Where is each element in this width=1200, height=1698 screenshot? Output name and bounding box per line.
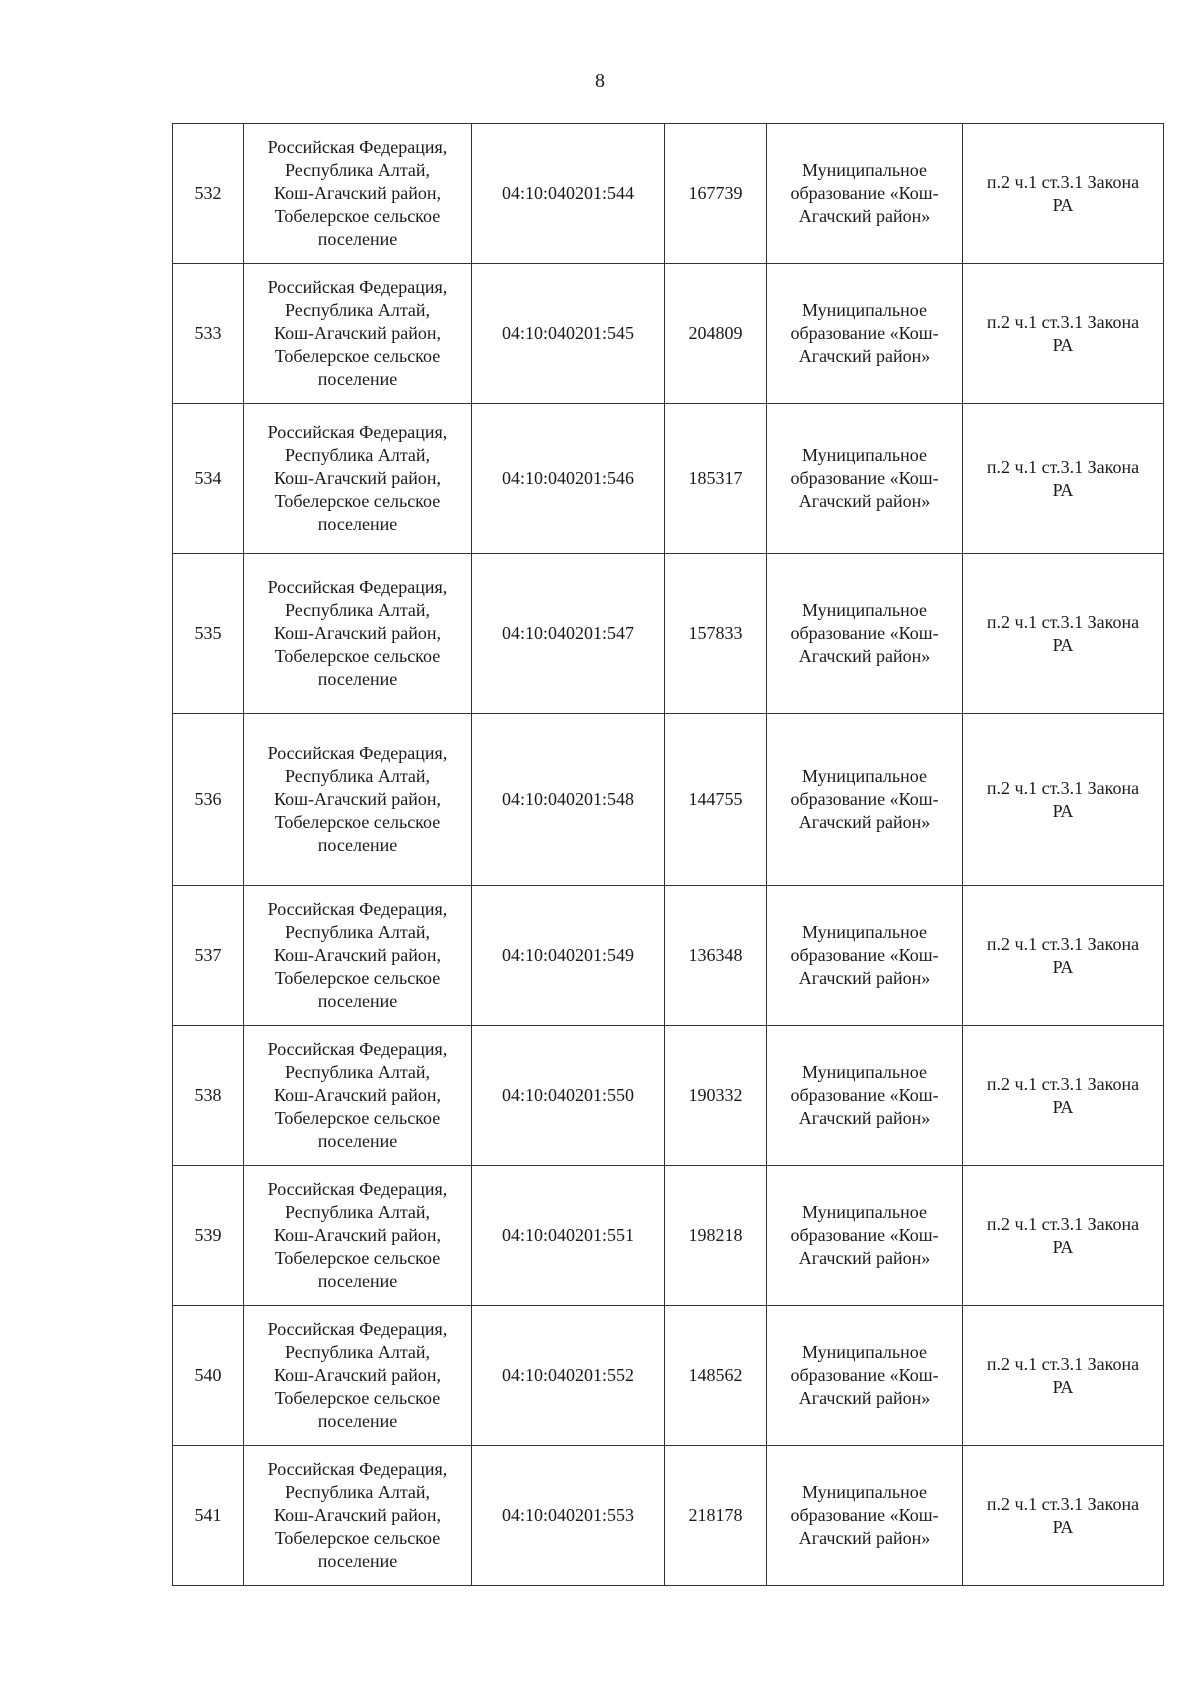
- row-number-cell: 538: [173, 1026, 244, 1166]
- address-cell-line: Российская Федерация,: [267, 422, 448, 442]
- legal-basis-cell-line: РА: [1052, 956, 1074, 977]
- owner-cell-line: образование «Кош-: [790, 945, 939, 965]
- address-cell-line: поселение: [317, 835, 398, 855]
- address-cell-line: Республика Алтай,: [284, 1062, 431, 1082]
- address-cell-line: поселение: [317, 991, 398, 1011]
- row-number-cell: 532: [173, 124, 244, 264]
- address-cell-line: поселение: [317, 1131, 398, 1151]
- address-cell-line: Республика Алтай,: [284, 766, 431, 786]
- address-cell-line: Республика Алтай,: [284, 1202, 431, 1222]
- owner-cell: [767, 1026, 963, 1166]
- owner-cell-line: Агачский район»: [798, 206, 931, 226]
- row-number-cell: 533: [173, 264, 244, 404]
- owner-cell-line: образование «Кош-: [790, 789, 939, 809]
- legal-basis-cell-line: п.2 ч.1 ст.3.1 Закона: [986, 777, 1140, 798]
- legal-basis-cell-line: п.2 ч.1 ст.3.1 Закона: [986, 1353, 1140, 1374]
- address-cell-line: Российская Федерация,: [267, 1039, 448, 1059]
- cadastral-number-cell: 04:10:040201:548: [472, 714, 665, 886]
- legal-basis-cell-line: РА: [1052, 1376, 1074, 1397]
- owner-cell-line: Муниципальное: [802, 1482, 927, 1502]
- address-cell-line: Республика Алтай,: [284, 160, 431, 180]
- area-cell: 167739: [665, 124, 767, 264]
- table-row: [173, 1306, 1164, 1446]
- table-row: [173, 124, 1164, 264]
- row-number-cell: 537: [173, 886, 244, 1026]
- address-cell-line: Российская Федерация,: [267, 577, 448, 597]
- owner-cell-line: образование «Кош-: [790, 623, 939, 643]
- owner-cell-line: Муниципальное: [802, 922, 927, 942]
- address-cell-line: Российская Федерация,: [267, 1459, 448, 1479]
- legal-basis-cell-line: РА: [1052, 800, 1074, 821]
- address-cell-line: Российская Федерация,: [267, 899, 448, 919]
- address-cell-line: Кош-Агачский район,: [274, 623, 441, 643]
- row-number-cell: 539: [173, 1166, 244, 1306]
- owner-cell-line: образование «Кош-: [790, 1085, 939, 1105]
- area-cell: 136348: [665, 886, 767, 1026]
- owner-cell-line: Муниципальное: [802, 160, 927, 180]
- address-cell-line: Тобелерское сельское: [274, 1108, 441, 1128]
- address-cell: [244, 1026, 472, 1166]
- address-cell-line: поселение: [317, 514, 398, 534]
- address-cell-line: поселение: [317, 1271, 398, 1291]
- legal-basis-cell-line: РА: [1052, 479, 1074, 500]
- owner-cell-line: образование «Кош-: [790, 1505, 939, 1525]
- owner-cell: [767, 404, 963, 554]
- owner-cell: [767, 554, 963, 714]
- table-row: [173, 714, 1164, 886]
- row-number-cell: 540: [173, 1306, 244, 1446]
- address-cell-line: Российская Федерация,: [267, 137, 448, 157]
- cadastral-number-cell: 04:10:040201:550: [472, 1026, 665, 1166]
- address-cell-line: Кош-Агачский район,: [274, 945, 441, 965]
- address-cell-line: Тобелерское сельское: [274, 491, 441, 511]
- owner-cell-line: Агачский район»: [798, 346, 931, 366]
- cadastral-number-cell: 04:10:040201:545: [472, 264, 665, 404]
- legal-basis-cell-line: п.2 ч.1 ст.3.1 Закона: [986, 311, 1140, 332]
- owner-cell-line: образование «Кош-: [790, 323, 939, 343]
- owner-cell: [767, 1166, 963, 1306]
- legal-basis-cell-line: п.2 ч.1 ст.3.1 Закона: [986, 456, 1140, 477]
- address-cell-line: Тобелерское сельское: [274, 968, 441, 988]
- owner-cell-line: Муниципальное: [802, 445, 927, 465]
- owner-cell-line: Муниципальное: [802, 600, 927, 620]
- cadastral-number-cell: 04:10:040201:547: [472, 554, 665, 714]
- legal-basis-cell: [963, 714, 1164, 886]
- legal-basis-cell: [963, 124, 1164, 264]
- owner-cell-line: Агачский район»: [798, 1248, 931, 1268]
- address-cell-line: Республика Алтай,: [284, 922, 431, 942]
- land-plot-table-body: [173, 124, 1164, 1586]
- owner-cell: [767, 714, 963, 886]
- owner-cell-line: Муниципальное: [802, 1202, 927, 1222]
- row-number-cell: 541: [173, 1446, 244, 1586]
- land-plot-table: [172, 123, 1164, 1586]
- legal-basis-cell: [963, 1446, 1164, 1586]
- address-cell: [244, 1306, 472, 1446]
- legal-basis-cell-line: п.2 ч.1 ст.3.1 Закона: [986, 171, 1140, 192]
- legal-basis-cell: [963, 1166, 1164, 1306]
- legal-basis-cell: [963, 1306, 1164, 1446]
- owner-cell-line: образование «Кош-: [790, 1225, 939, 1245]
- address-cell-line: Тобелерское сельское: [274, 812, 441, 832]
- address-cell-line: Кош-Агачский район,: [274, 323, 441, 343]
- owner-cell-line: образование «Кош-: [790, 468, 939, 488]
- owner-cell-line: Агачский район»: [798, 968, 931, 988]
- legal-basis-cell-line: РА: [1052, 1516, 1074, 1537]
- address-cell-line: Тобелерское сельское: [274, 646, 441, 666]
- address-cell-line: Кош-Агачский район,: [274, 789, 441, 809]
- address-cell-line: Кош-Агачский район,: [274, 1085, 441, 1105]
- address-cell-line: Тобелерское сельское: [274, 206, 441, 226]
- address-cell-line: Российская Федерация,: [267, 277, 448, 297]
- cadastral-number-cell: 04:10:040201:552: [472, 1306, 665, 1446]
- address-cell-line: поселение: [317, 369, 398, 389]
- address-cell-line: Тобелерское сельское: [274, 1528, 441, 1548]
- legal-basis-cell-line: п.2 ч.1 ст.3.1 Закона: [986, 1493, 1140, 1514]
- address-cell-line: поселение: [317, 229, 398, 249]
- row-number-cell: 536: [173, 714, 244, 886]
- legal-basis-cell-line: РА: [1052, 334, 1074, 355]
- address-cell-line: Республика Алтай,: [284, 600, 431, 620]
- row-number-cell: 534: [173, 404, 244, 554]
- address-cell-line: Кош-Агачский район,: [274, 1225, 441, 1245]
- address-cell-line: поселение: [317, 1551, 398, 1571]
- owner-cell-line: образование «Кош-: [790, 183, 939, 203]
- address-cell-line: Республика Алтай,: [284, 445, 431, 465]
- owner-cell-line: Агачский район»: [798, 491, 931, 511]
- address-cell: [244, 886, 472, 1026]
- area-cell: 190332: [665, 1026, 767, 1166]
- area-cell: 204809: [665, 264, 767, 404]
- area-cell: 198218: [665, 1166, 767, 1306]
- table-row: [173, 404, 1164, 554]
- legal-basis-cell-line: РА: [1052, 1096, 1074, 1117]
- owner-cell-line: образование «Кош-: [790, 1365, 939, 1385]
- legal-basis-cell-line: РА: [1052, 194, 1074, 215]
- address-cell: [244, 124, 472, 264]
- owner-cell: [767, 1306, 963, 1446]
- owner-cell-line: Агачский район»: [798, 1108, 931, 1128]
- address-cell: [244, 554, 472, 714]
- address-cell-line: Кош-Агачский район,: [274, 1365, 441, 1385]
- cadastral-number-cell: 04:10:040201:549: [472, 886, 665, 1026]
- owner-cell: [767, 124, 963, 264]
- area-cell: 148562: [665, 1306, 767, 1446]
- address-cell: [244, 1446, 472, 1586]
- cadastral-number-cell: 04:10:040201:546: [472, 404, 665, 554]
- address-cell: [244, 264, 472, 404]
- owner-cell-line: Муниципальное: [802, 766, 927, 786]
- address-cell: [244, 714, 472, 886]
- address-cell-line: Кош-Агачский район,: [274, 183, 441, 203]
- table-row: [173, 886, 1164, 1026]
- cadastral-number-cell: 04:10:040201:553: [472, 1446, 665, 1586]
- address-cell-line: поселение: [317, 1411, 398, 1431]
- cadastral-number-cell: 04:10:040201:544: [472, 124, 665, 264]
- legal-basis-cell: [963, 554, 1164, 714]
- table-row: [173, 264, 1164, 404]
- legal-basis-cell: [963, 1026, 1164, 1166]
- address-cell-line: Тобелерское сельское: [274, 1388, 441, 1408]
- address-cell-line: Кош-Агачский район,: [274, 468, 441, 488]
- area-cell: 185317: [665, 404, 767, 554]
- table-row: [173, 1026, 1164, 1166]
- address-cell-line: Российская Федерация,: [267, 743, 448, 763]
- owner-cell: [767, 264, 963, 404]
- address-cell-line: Республика Алтай,: [284, 1342, 431, 1362]
- row-number-cell: 535: [173, 554, 244, 714]
- legal-basis-cell-line: п.2 ч.1 ст.3.1 Закона: [986, 611, 1140, 632]
- legal-basis-cell-line: п.2 ч.1 ст.3.1 Закона: [986, 1073, 1140, 1094]
- legal-basis-cell: [963, 886, 1164, 1026]
- owner-cell: [767, 886, 963, 1026]
- address-cell: [244, 404, 472, 554]
- legal-basis-cell: [963, 404, 1164, 554]
- address-cell-line: поселение: [317, 669, 398, 689]
- owner-cell-line: Агачский район»: [798, 1388, 931, 1408]
- address-cell: [244, 1166, 472, 1306]
- table-row: [173, 1446, 1164, 1586]
- address-cell-line: Российская Федерация,: [267, 1179, 448, 1199]
- owner-cell-line: Муниципальное: [802, 1062, 927, 1082]
- legal-basis-cell-line: РА: [1052, 634, 1074, 655]
- area-cell: 218178: [665, 1446, 767, 1586]
- address-cell-line: Республика Алтай,: [284, 1482, 431, 1502]
- cadastral-number-cell: 04:10:040201:551: [472, 1166, 665, 1306]
- owner-cell-line: Агачский район»: [798, 1528, 931, 1548]
- legal-basis-cell-line: п.2 ч.1 ст.3.1 Закона: [986, 933, 1140, 954]
- area-cell: 144755: [665, 714, 767, 886]
- address-cell-line: Тобелерское сельское: [274, 1248, 441, 1268]
- owner-cell-line: Муниципальное: [802, 1342, 927, 1362]
- owner-cell-line: Агачский район»: [798, 646, 931, 666]
- owner-cell-line: Агачский район»: [798, 812, 931, 832]
- table-row: [173, 1166, 1164, 1306]
- address-cell-line: Республика Алтай,: [284, 300, 431, 320]
- address-cell-line: Тобелерское сельское: [274, 346, 441, 366]
- owner-cell-line: Муниципальное: [802, 300, 927, 320]
- address-cell-line: Российская Федерация,: [267, 1319, 448, 1339]
- legal-basis-cell-line: РА: [1052, 1236, 1074, 1257]
- table-row: [173, 554, 1164, 714]
- owner-cell: [767, 1446, 963, 1586]
- area-cell: 157833: [665, 554, 767, 714]
- legal-basis-cell-line: п.2 ч.1 ст.3.1 Закона: [986, 1213, 1140, 1234]
- page-number: 8: [595, 70, 605, 92]
- legal-basis-cell: [963, 264, 1164, 404]
- address-cell-line: Кош-Агачский район,: [274, 1505, 441, 1525]
